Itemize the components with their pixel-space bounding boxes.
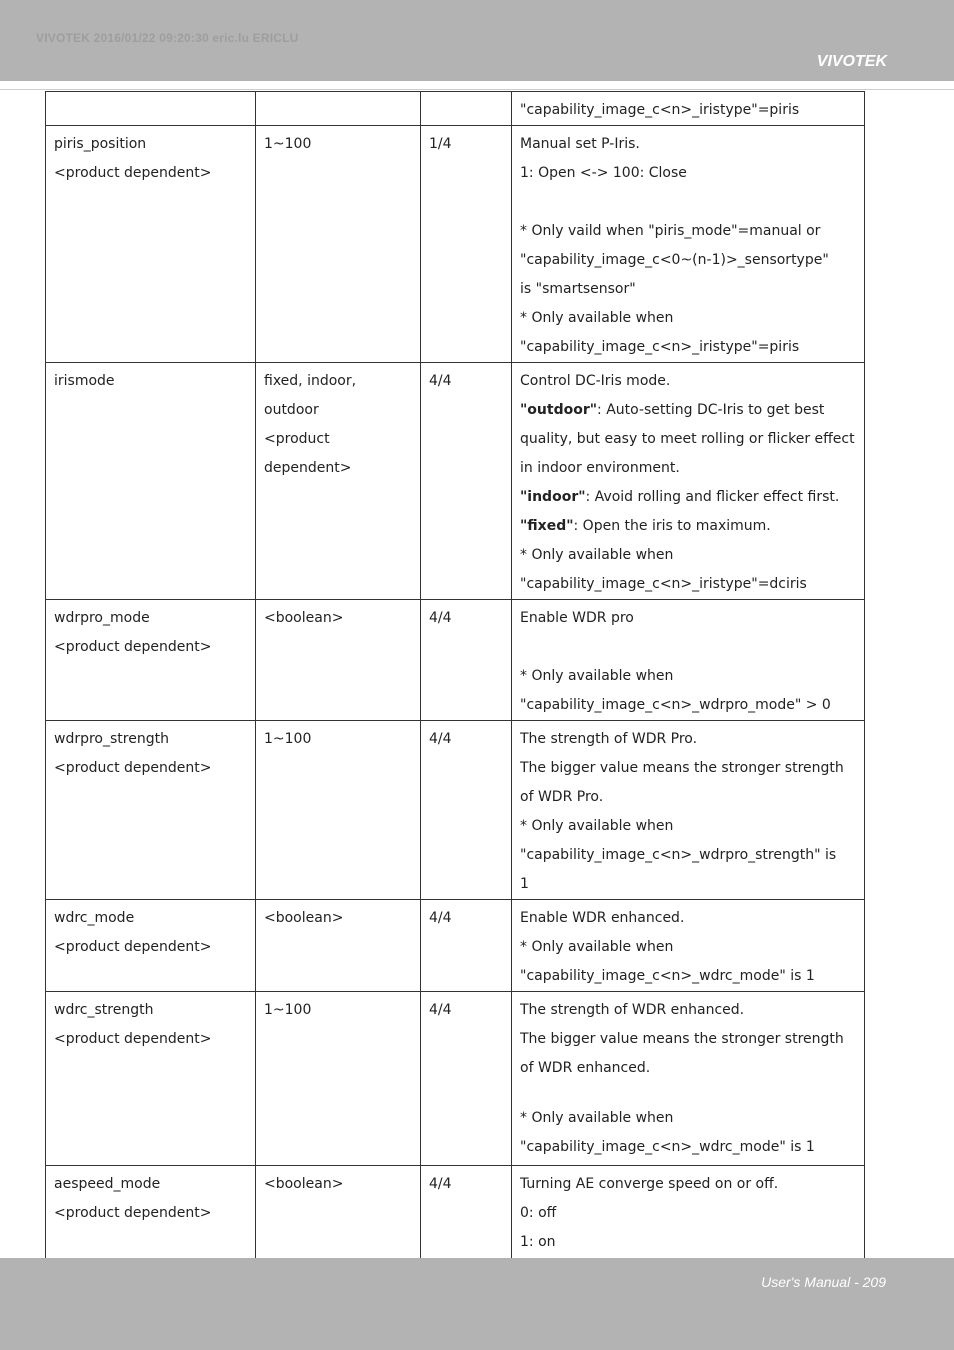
param-note: <product dependent> xyxy=(54,1031,212,1047)
param-name-cell xyxy=(46,92,256,126)
param-name: irismode xyxy=(54,373,115,389)
param-name-cell xyxy=(46,126,256,363)
param-name: piris_position xyxy=(54,136,147,152)
desc-line: in indoor environment. xyxy=(520,460,680,476)
param-value-cell: <boolean> xyxy=(256,1166,421,1287)
desc-line: The strength of WDR Pro. xyxy=(520,731,698,747)
param-name-cell xyxy=(46,721,256,900)
desc-line: Control DC-Iris mode. xyxy=(520,373,671,389)
desc-line: * Only available when xyxy=(520,1110,674,1126)
option-text: : Open the iris to maximum. xyxy=(573,518,771,534)
desc-line: * Only available when xyxy=(520,668,674,684)
param-value-cell: 1~100 xyxy=(256,721,421,900)
param-value-cell xyxy=(256,92,421,126)
spacer xyxy=(520,1083,856,1104)
desc-line: Enable WDR enhanced. xyxy=(520,910,685,926)
param-value-cell xyxy=(256,363,421,600)
desc-line xyxy=(520,483,856,512)
desc-line: "capability_image_c<0~(n-1)>_sensortype" xyxy=(520,252,829,268)
param-note: <product dependent> xyxy=(54,760,212,776)
desc-line: The bigger value means the stronger strength xyxy=(520,760,844,776)
option-text: : Auto-setting DC-Iris to get best xyxy=(597,402,825,418)
param-note: <product dependent> xyxy=(54,639,212,655)
option-key: "outdoor" xyxy=(520,402,598,418)
desc-line: quality, but easy to meet rolling or flicker effect xyxy=(520,431,855,447)
param-desc-cell xyxy=(512,721,865,900)
param-security-cell: 4/4 xyxy=(421,721,512,900)
desc-line: "capability_image_c<n>_wdrpro_mode" > 0 xyxy=(520,697,831,713)
param-desc-cell xyxy=(512,126,865,363)
option-key: "indoor" xyxy=(520,489,586,505)
table-row xyxy=(46,992,865,1166)
table-row xyxy=(46,92,865,126)
param-value-cell: <boolean> xyxy=(256,900,421,992)
desc-line xyxy=(520,396,856,425)
page-header xyxy=(0,0,954,81)
table-row xyxy=(46,363,865,600)
param-security-cell: 4/4 xyxy=(421,363,512,600)
spacer xyxy=(520,188,856,217)
desc-line: of WDR enhanced. xyxy=(520,1060,651,1076)
param-security-cell: 4/4 xyxy=(421,900,512,992)
desc-line: The bigger value means the stronger strength xyxy=(520,1031,844,1047)
param-note: <product dependent> xyxy=(54,165,212,181)
value-line: dependent> xyxy=(264,460,352,476)
param-desc-cell xyxy=(512,600,865,721)
parameter-table xyxy=(45,91,865,1287)
param-name-cell xyxy=(46,900,256,992)
desc-line: Manual set P-Iris. xyxy=(520,136,640,152)
desc-line: "capability_image_c<n>_iristype"=piris xyxy=(520,102,800,118)
desc-line: "capability_image_c<n>_wdrc_mode" is 1 xyxy=(520,968,815,984)
table-row xyxy=(46,721,865,900)
desc-line xyxy=(520,512,856,541)
param-name-cell xyxy=(46,363,256,600)
desc-line: "capability_image_c<n>_wdrc_mode" is 1 xyxy=(520,1139,815,1155)
desc-line: "capability_image_c<n>_iristype"=dciris xyxy=(520,576,807,592)
desc-line: "capability_image_c<n>_iristype"=piris xyxy=(520,339,800,355)
param-name: wdrpro_strength xyxy=(54,731,169,747)
brand-logo: VIVOTEK xyxy=(816,53,887,70)
param-name-cell xyxy=(46,600,256,721)
option-text: : Avoid rolling and flicker effect first. xyxy=(585,489,840,505)
desc-line: "capability_image_c<n>_wdrpro_strength" is xyxy=(520,847,837,863)
param-security-cell: 4/4 xyxy=(421,992,512,1166)
param-security-cell: 4/4 xyxy=(421,1166,512,1287)
value-line: <product xyxy=(264,431,330,447)
param-name: wdrc_strength xyxy=(54,1002,154,1018)
param-value-cell: 1~100 xyxy=(256,992,421,1166)
table-row xyxy=(46,900,865,992)
param-desc-cell xyxy=(512,363,865,600)
spacer xyxy=(520,633,856,662)
desc-line: of WDR Pro. xyxy=(520,789,604,805)
desc-line: * Only available when xyxy=(520,939,674,955)
desc-line: 1: on xyxy=(520,1234,556,1250)
param-desc-cell xyxy=(512,92,865,126)
desc-line: Turning AE converge speed on or off. xyxy=(520,1176,779,1192)
param-name: aespeed_mode xyxy=(54,1176,161,1192)
desc-line: is "smartsensor" xyxy=(520,281,636,297)
desc-line: * Only available when xyxy=(520,310,674,326)
param-name: wdrpro_mode xyxy=(54,610,150,626)
header-divider xyxy=(0,89,954,90)
value-line: fixed, indoor, xyxy=(264,373,357,389)
table-row xyxy=(46,126,865,363)
page-number: User's Manual - 209 xyxy=(761,1274,886,1290)
param-value-cell: <boolean> xyxy=(256,600,421,721)
desc-line: * Only available when xyxy=(520,547,674,563)
param-value-cell: 1~100 xyxy=(256,126,421,363)
desc-line: 1 xyxy=(520,876,529,892)
page-footer xyxy=(0,1258,954,1350)
param-desc-cell xyxy=(512,900,865,992)
param-name: wdrc_mode xyxy=(54,910,135,926)
desc-line: The strength of WDR enhanced. xyxy=(520,1002,745,1018)
param-note: <product dependent> xyxy=(54,939,212,955)
watermark-text: VIVOTEK 2016/01/22 09:20:30 eric.lu ERICLU xyxy=(36,31,299,45)
desc-line: Enable WDR pro xyxy=(520,610,634,626)
desc-line: * Only available when xyxy=(520,818,674,834)
param-security-cell xyxy=(421,92,512,126)
param-security-cell: 4/4 xyxy=(421,600,512,721)
param-desc-cell xyxy=(512,992,865,1166)
desc-line: * Only vaild when "piris_mode"=manual or xyxy=(520,223,821,239)
value-line: outdoor xyxy=(264,402,319,418)
param-name-cell xyxy=(46,992,256,1166)
table-row xyxy=(46,600,865,721)
param-note: <product dependent> xyxy=(54,1205,212,1221)
desc-line: 1: Open <-> 100: Close xyxy=(520,165,687,181)
desc-line: 0: off xyxy=(520,1205,557,1221)
option-key: "fixed" xyxy=(520,518,574,534)
param-security-cell: 1/4 xyxy=(421,126,512,363)
